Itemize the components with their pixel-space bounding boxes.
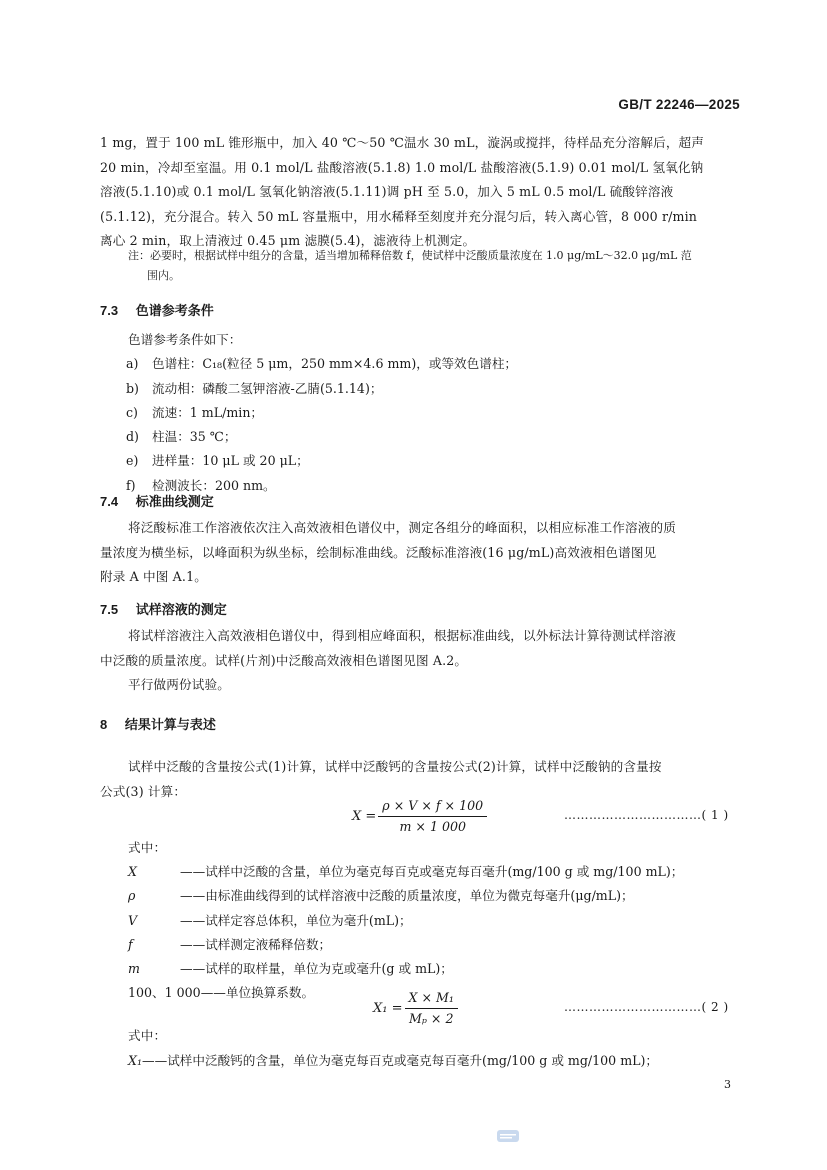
definition-text: ——试样中泛酸钙的含量，单位为毫克每百克或毫克每百毫升(mg/100 g 或 mg/100 mL)；: [142, 1053, 659, 1068]
definition-text: ——试样测定液稀释倍数；: [180, 936, 332, 952]
note-line: 注：必要时，根据试样中组分的含量，适当增加稀释倍数 f，使试样中泛酸质量浓度在 1.0 μg/mL～32.0 μg/mL 范: [128, 249, 692, 262]
formula-numerator: X × M₁: [405, 990, 458, 1009]
formula-lhs: X =: [352, 808, 377, 824]
formula-fraction: [378, 798, 487, 835]
section-title: 色谱参考条件: [135, 303, 214, 318]
watermark-logo-icon: [496, 1128, 520, 1144]
definition-row: [128, 860, 683, 884]
paragraph-7-4: [100, 516, 676, 590]
paragraph-line: 平行做两份试验。: [128, 677, 230, 692]
list-item-text: 色谱柱：C₁₈(粒径 5 μm，250 mm×4.6 mm)，或等效色谱柱；: [152, 356, 518, 372]
definition-text: ——由标准曲线得到的试样溶液中泛酸的质量浓度，单位为微克每毫升(μg/mL)；: [180, 888, 634, 904]
formula-fraction: [405, 990, 458, 1027]
section-heading-7-5: [100, 599, 227, 618]
definition-symbol: X₁: [128, 1053, 143, 1068]
conditions-list: [128, 328, 517, 498]
section-heading-7-4: [100, 491, 214, 510]
where-label: 式中：: [128, 840, 167, 855]
paragraph-line: 20 min，冷却至室温。用 0.1 mol/L 盐酸溶液(5.1.8) 1.0 mol/L 盐酸溶液(5.1.9) 0.01 mol/L 氢氧化钠: [100, 159, 704, 175]
formula-denominator: Mₚ × 2: [408, 1010, 454, 1026]
definition-symbol: 100、1 000: [128, 985, 201, 1001]
standard-number: GB/T 22246—2025: [618, 97, 740, 112]
list-marker: b): [126, 380, 139, 396]
list-marker: f): [126, 477, 136, 493]
section-number: 8: [100, 717, 108, 732]
list-item: [126, 401, 517, 425]
definition-symbol: m: [128, 961, 140, 977]
dot-leader: ……………………………: [564, 1000, 702, 1014]
formula-denominator: m × 1 000: [399, 818, 466, 834]
definition-row: [128, 957, 683, 981]
section-title: 结果计算与表述: [124, 717, 216, 732]
formula-1-number: [564, 808, 729, 822]
list-item: [126, 449, 517, 473]
section-title: 试样溶液的测定: [135, 602, 227, 617]
formula-numerator: ρ × V × f × 100: [378, 798, 487, 817]
continued-paragraph: [100, 131, 704, 254]
definition-symbol: V: [128, 912, 138, 928]
paragraph-line: 离心 2 min，取上清液过 0.45 μm 滤膜(5.4)，滤液待上机测定。: [100, 233, 476, 248]
definition-symbol: f: [128, 936, 133, 952]
definition-symbol: X: [128, 864, 137, 879]
formula-2: [373, 990, 458, 1026]
definitions-list: [128, 860, 683, 1006]
section-heading-8: [100, 714, 216, 733]
list-item-text: 柱温：35 ℃；: [152, 429, 237, 445]
definition-text: ——试样的取样量，单位为克或毫升(g 或 mL)；: [180, 961, 453, 977]
equation-number: ( 1 ): [701, 808, 729, 822]
list-item: [126, 352, 517, 376]
section-heading-7-3: [100, 300, 214, 319]
where-label: 式中：: [128, 1028, 167, 1043]
list-marker: e): [126, 453, 139, 469]
definitions-list: [128, 1049, 658, 1073]
section-number: 7.4: [100, 494, 119, 509]
note-line: 围内。: [147, 269, 180, 282]
section-number: 7.3: [100, 303, 119, 318]
paragraph-line: 将泛酸标准工作溶液依次注入高效液相色谱仪中，测定各组分的峰面积，以相应标准工作溶液的质: [128, 520, 676, 535]
definition-text: ——试样定容总体积，单位为毫升(mL)；: [180, 912, 412, 928]
paragraph-line: 公式(3) 计算：: [100, 783, 187, 799]
list-item-text: 进样量：10 μL 或 20 μL；: [152, 453, 309, 469]
section-title: 标准曲线测定: [135, 494, 214, 509]
list-intro: 色谱参考条件如下：: [128, 332, 242, 347]
definition-row: [128, 909, 683, 933]
definition-row: [128, 884, 683, 908]
paragraph-7-5: [100, 624, 676, 698]
equation-number: ( 2 ): [701, 1000, 729, 1014]
list-item-text: 流速：1 mL/min；: [152, 404, 264, 420]
paragraph-line: 量浓度为横坐标，以峰面积为纵坐标，绘制标准曲线。泛酸标准溶液(16 μg/mL)高效液相色谱图见: [100, 544, 657, 560]
list-item: [126, 425, 517, 449]
definition-row: [128, 933, 683, 957]
paragraph-line: 中泛酸的质量浓度。试样(片剂)中泛酸高效液相色谱图见图 A.2。: [100, 652, 468, 668]
paragraph-line: 附录 A 中图 A.1。: [100, 569, 207, 584]
list-item-text: 检测波长：200 nm。: [152, 477, 276, 493]
dot-leader: ……………………………: [564, 808, 702, 822]
paragraph-line: 试样中泛酸的含量按公式(1)计算，试样中泛酸钙的含量按公式(2)计算，试样中泛酸钠的含量按: [128, 759, 662, 774]
formula-2-number: [564, 1000, 729, 1014]
definition-text: ——试样中泛酸的含量，单位为毫克每百克或毫克每百毫升(mg/100 g 或 mg/100 mL)；: [180, 864, 684, 879]
list-marker: a): [126, 356, 139, 372]
list-item: [126, 377, 517, 401]
definition-text: ——单位换算系数。: [200, 985, 315, 1001]
list-marker: d): [126, 429, 139, 445]
list-item-text: 流动相：磷酸二氢钾溶液-乙腈(5.1.14)；: [152, 380, 383, 396]
formula-lhs: X₁ =: [373, 1000, 403, 1016]
section-number: 7.5: [100, 602, 119, 617]
definition-symbol: ρ: [128, 888, 136, 904]
formula-1: [352, 798, 487, 834]
page-number: 3: [724, 1078, 731, 1091]
note: [128, 246, 692, 286]
list-marker: c): [126, 404, 138, 420]
definition-row: [128, 1049, 658, 1073]
paragraph-line: 1 mg，置于 100 mL 锥形瓶中，加入 40 ℃～50 ℃温水 30 mL，漩涡或搅拌，待样品充分溶解后，超声: [100, 135, 705, 150]
paragraph-line: 溶液(5.1.10)或 0.1 mol/L 氢氧化钠溶液(5.1.11)调 pH 至 5.0，加入 5 mL 0.5 mol/L 硫酸锌溶液: [100, 184, 674, 199]
paragraph-line: (5.1.12)，充分混合。转入 50 mL 容量瓶中，用水稀释至刻度并充分混匀后，转入离心管，8 000 r/min: [100, 208, 698, 224]
paragraph-line: 将试样溶液注入高效液相色谱仪中，得到相应峰面积，根据标准曲线，以外标法计算待测试样溶液: [128, 628, 676, 643]
